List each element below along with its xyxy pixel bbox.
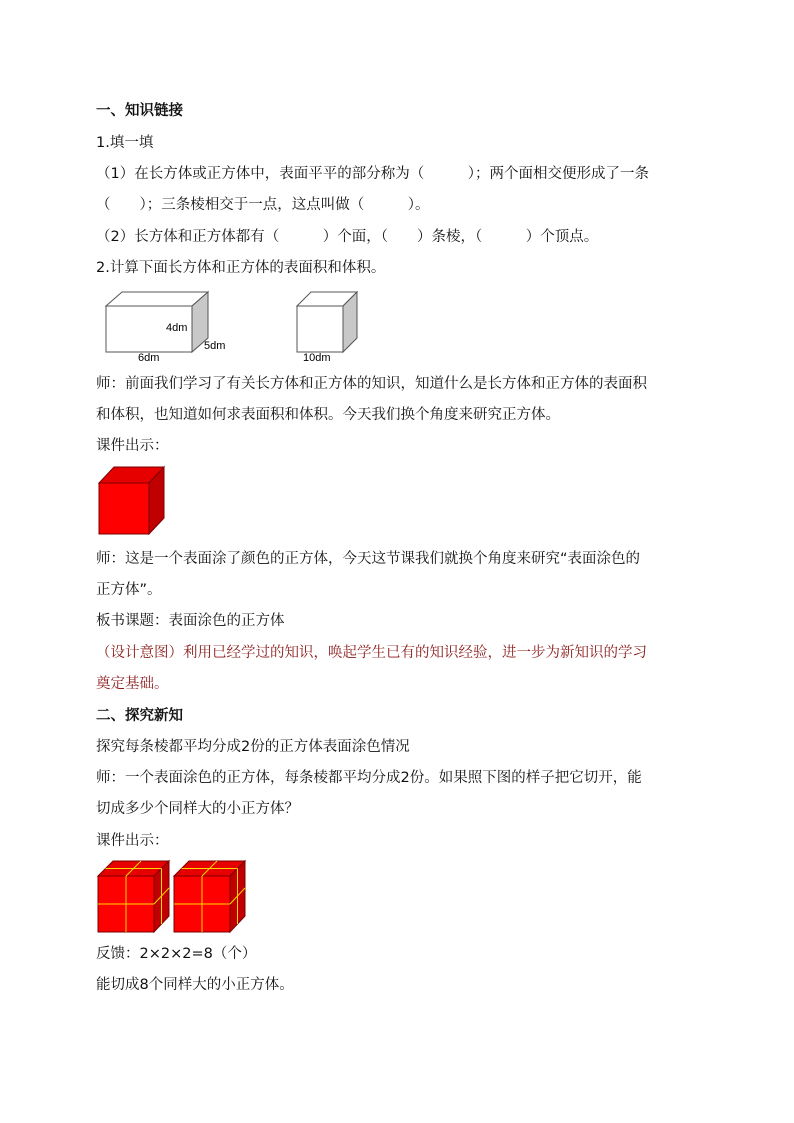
teacher3-line-2: 切成多少个同样大的小正方体？ <box>96 801 299 817</box>
teacher3-line-1: 师：一个表面涂色的正方体，每条棱都平均分成2份。如果照下图的样子把它切开，能 <box>96 770 642 786</box>
feedback: 反馈：2×2×2=8（个） <box>96 946 257 962</box>
cube-edge-label: 10dm <box>303 352 331 364</box>
teacher2-line-2: 正方体”。 <box>96 582 162 598</box>
show-label-1: 课件出示： <box>96 438 169 454</box>
conclusion: 能切成8个同样大的小正方体。 <box>96 977 294 993</box>
cuboid-height-label: 4dm <box>166 322 188 334</box>
teacher2-line-1: 师：这是一个表面涂了颜色的正方体，今天这节课我们就换个角度来研究“表面涂色的 <box>96 551 641 567</box>
painted-cube <box>98 466 168 536</box>
q1-line2: （ ）；三条棱相交于一点，这点叫做（ ）。 <box>96 197 430 213</box>
teacher-line-1: 师：前面我们学习了有关长方体和正方体的知识，知道什么是长方体和正方体的表面积 <box>96 376 647 392</box>
q1-title: 1.填一填 <box>96 135 154 151</box>
cuboid-length-label: 6dm <box>138 352 160 364</box>
q1-line1: （1）在长方体或正方体中，表面平平的部分称为（ ）；两个面相交便形成了一条 <box>96 166 649 182</box>
explore-title: 探究每条棱都平均分成2份的正方体表面涂色情况 <box>96 739 410 755</box>
cube-figure <box>295 290 365 368</box>
q2-title: 2.计算下面长方体和正方体的表面积和体积。 <box>96 260 386 276</box>
board-title: 板书课题：表面涂色的正方体 <box>96 613 285 629</box>
design-intent-line-2: 奠定基础。 <box>96 676 169 692</box>
section1-heading: 一、知识链接 <box>96 103 183 119</box>
cuboid-figure <box>104 290 244 368</box>
cuboid-depth-label: 5dm <box>204 340 226 352</box>
q1-line3: （2）长方体和正方体都有（ ）个面，（ ）条棱，（ ）个顶点。 <box>96 229 599 245</box>
design-intent-line-1: （设计意图）利用已经学过的知识，唤起学生已有的知识经验，进一步为新知识的学习 <box>96 645 647 661</box>
section2-heading: 二、探究新知 <box>96 708 183 724</box>
teacher-line-2: 和体积，也知道如何求表面积和体积。今天我们换个角度来研究正方体。 <box>96 407 560 423</box>
cut-cube-right <box>173 860 249 934</box>
show-label-2: 课件出示： <box>96 833 169 849</box>
cut-cube-left <box>97 860 173 934</box>
